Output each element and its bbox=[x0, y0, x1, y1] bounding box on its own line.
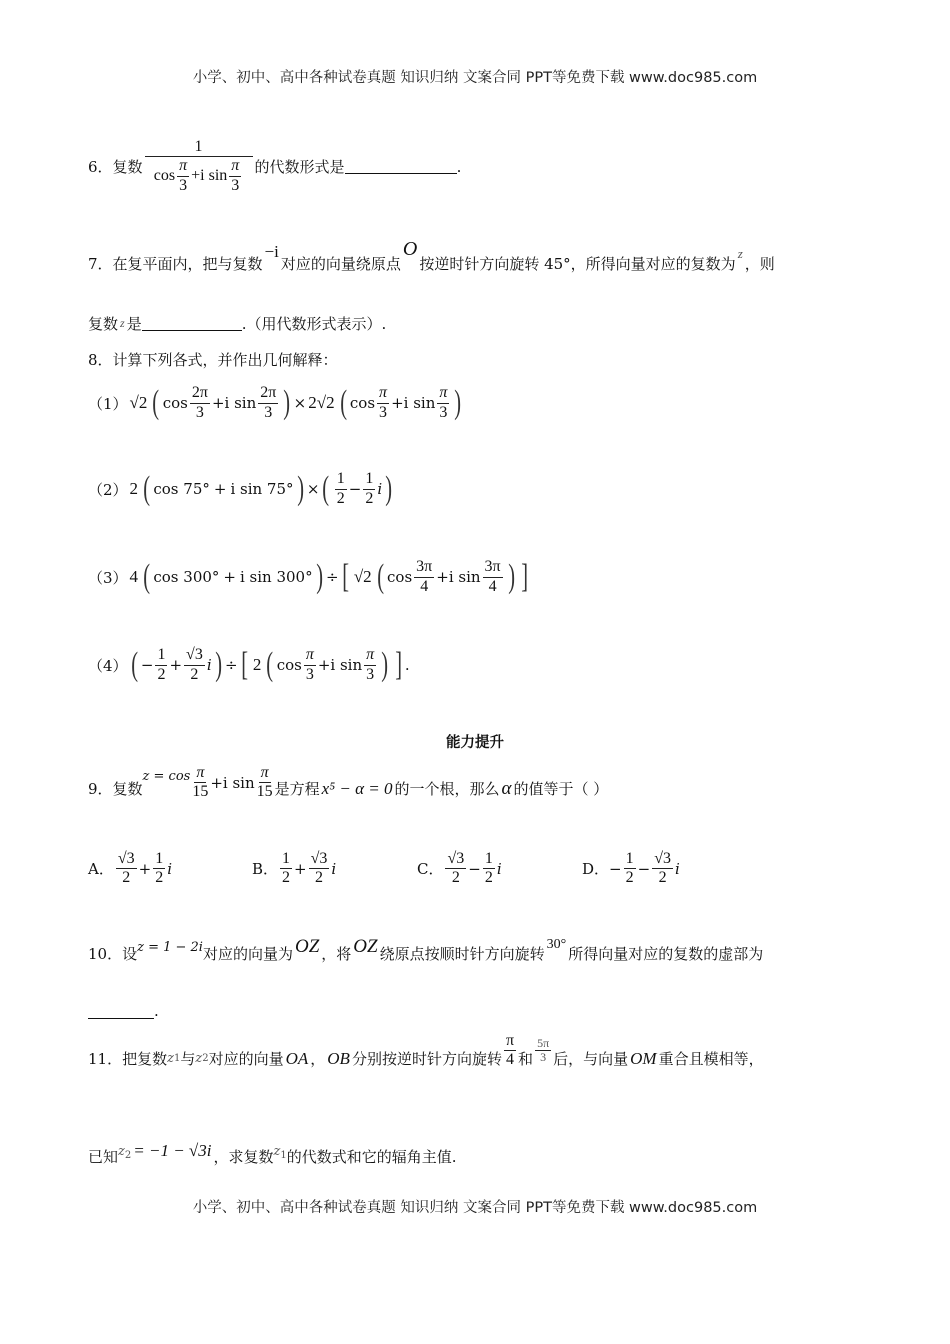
bracket-glyph: ( bbox=[143, 470, 151, 507]
question-9 bbox=[88, 764, 609, 808]
q11-z1b: z bbox=[273, 1143, 281, 1159]
q11-line2c: 的代数式和它的辐角主值. bbox=[286, 1148, 457, 1166]
question-7-line2 bbox=[88, 313, 386, 334]
bracket-glyph: ) bbox=[315, 558, 323, 595]
page-header: 小学、初中、高中各种试卷真题 知识归纳 文案合同 PPT等免费下载 www.doc985.com bbox=[192, 70, 758, 86]
p3-cos: cos bbox=[387, 568, 413, 586]
opt-den: 2 bbox=[315, 869, 323, 887]
q6-answer-blank[interactable] bbox=[345, 159, 457, 174]
q6-period: . bbox=[456, 157, 462, 176]
bracket-glyph: [ bbox=[341, 558, 349, 595]
question-11-line2 bbox=[88, 1140, 457, 1167]
q9-isin: i sin bbox=[222, 773, 255, 792]
q10-mid3: 绕原点按顺时针方向旋转 bbox=[379, 944, 545, 963]
option-label: C． bbox=[417, 860, 444, 879]
q11-sub1b: 1 bbox=[280, 1149, 287, 1161]
q9-plus: + bbox=[210, 773, 223, 792]
p1-plus2: + bbox=[391, 394, 404, 412]
fraction bbox=[280, 850, 292, 888]
p3-4: 4 bbox=[129, 567, 139, 586]
q6-3: 3 bbox=[179, 176, 188, 194]
section-heading: 能力提升 bbox=[446, 735, 504, 751]
q7-line2a: 复数 bbox=[88, 315, 119, 333]
fraction bbox=[192, 764, 208, 802]
fraction bbox=[184, 646, 205, 684]
opt-sign: − bbox=[468, 859, 481, 878]
opt-num: 1 bbox=[483, 850, 495, 869]
fraction bbox=[155, 646, 167, 684]
fraction bbox=[377, 384, 389, 422]
p4-div: ÷ bbox=[224, 656, 238, 674]
p4-2: 2 bbox=[190, 665, 199, 683]
p3-isin: i sin bbox=[448, 568, 481, 586]
fraction bbox=[483, 558, 503, 596]
p1-isin: i sin bbox=[224, 394, 257, 412]
p3-cos300: cos 300° bbox=[153, 568, 220, 586]
p1-pi: π bbox=[377, 384, 389, 403]
fraction bbox=[363, 470, 375, 508]
p4-sqrt3: √3 bbox=[184, 646, 205, 665]
q7-line2c: .（用代数形式表示）. bbox=[241, 315, 387, 333]
q10-OZ: OZ bbox=[294, 936, 320, 957]
p2-cos75: cos 75° bbox=[153, 480, 210, 498]
page-footer: 小学、初中、高中各种试卷真题 知识归纳 文案合同 PPT等免费下载 www.doc985.com bbox=[192, 1200, 758, 1216]
p1-sqrt2: √2 bbox=[129, 393, 148, 412]
p3-4d: 4 bbox=[488, 577, 497, 595]
q7-tail: ，则 bbox=[744, 255, 775, 273]
opt-sign: + bbox=[138, 859, 152, 878]
opt-sign: − bbox=[637, 859, 651, 878]
q7-answer-blank[interactable] bbox=[142, 316, 242, 331]
p1-pi: π bbox=[437, 384, 449, 403]
p1-cos2: cos bbox=[349, 394, 376, 412]
q11-tail: 重合且模相等， bbox=[658, 1050, 764, 1069]
option-label: B． bbox=[252, 860, 279, 879]
question-7 bbox=[88, 238, 775, 275]
q7-mid2: 按逆时针方向旋转 45°，所得向量对应的复数为 bbox=[419, 255, 736, 273]
bracket-glyph: ) bbox=[296, 470, 304, 507]
question-6 bbox=[88, 138, 461, 195]
bracket-glyph: ( bbox=[376, 558, 384, 595]
q9-label: 9．复数 bbox=[88, 780, 143, 799]
fraction bbox=[364, 646, 376, 684]
q11-OB: OB bbox=[327, 1048, 350, 1068]
fraction bbox=[445, 850, 466, 888]
p4-pi: π bbox=[364, 646, 376, 665]
p2-2d: 2 bbox=[336, 489, 345, 507]
opt-den: 2 bbox=[122, 869, 131, 887]
q11-comma: ， bbox=[310, 1050, 326, 1069]
opt-sign: − bbox=[609, 859, 622, 878]
p2-2d: 2 bbox=[365, 489, 374, 507]
p1-plus: + bbox=[211, 394, 225, 412]
q10-answer-blank[interactable] bbox=[88, 1004, 154, 1019]
q10-period: . bbox=[154, 1002, 159, 1020]
p2-i: i bbox=[377, 480, 383, 498]
p4-isin: i sin bbox=[330, 656, 363, 674]
q11-5pi: 5π bbox=[537, 1035, 550, 1050]
q11-z1: z bbox=[167, 1051, 174, 1067]
opt-i: i bbox=[674, 859, 680, 878]
q7-origin: O bbox=[402, 238, 418, 260]
q9-option-b[interactable] bbox=[252, 850, 336, 888]
fraction bbox=[304, 646, 316, 684]
p1-3: 3 bbox=[379, 403, 388, 421]
q8-part-1 bbox=[88, 384, 465, 422]
opt-num: √3 bbox=[652, 850, 673, 869]
opt-num: 1 bbox=[624, 850, 636, 869]
fraction bbox=[190, 384, 210, 422]
bracket-glyph: ) bbox=[385, 470, 393, 507]
bracket-glyph: [ bbox=[240, 646, 248, 683]
option-label: D． bbox=[582, 860, 610, 879]
p3-3pi: 3π bbox=[483, 558, 503, 577]
q11-mid2: 分别按逆时针方向旋转 bbox=[351, 1050, 502, 1069]
p3-div: ÷ bbox=[325, 568, 339, 586]
q11-OM: OM bbox=[630, 1048, 657, 1068]
q9-option-d[interactable] bbox=[582, 850, 680, 888]
p2-minus: − bbox=[348, 480, 362, 498]
fraction bbox=[504, 1032, 516, 1070]
q6-label: 6．复数 bbox=[88, 158, 143, 177]
p1-cos: cos bbox=[162, 394, 188, 412]
q11-line2b: ，求复数 bbox=[213, 1148, 274, 1166]
opt-i: i bbox=[167, 859, 173, 878]
q10-tail: 所得向量对应的复数的虚部为 bbox=[568, 944, 764, 963]
fraction bbox=[257, 764, 273, 802]
p1-2pi: 2π bbox=[258, 384, 278, 403]
q11-and2: 和 bbox=[518, 1050, 534, 1069]
fraction bbox=[414, 558, 434, 596]
q11-4: 4 bbox=[506, 1051, 514, 1069]
q11-pi: π bbox=[504, 1032, 516, 1051]
q9-zeq: z = cos bbox=[142, 769, 191, 785]
q11-z2b: z bbox=[118, 1143, 125, 1159]
fraction bbox=[483, 850, 495, 888]
p4-2c: 2 bbox=[252, 655, 262, 674]
bracket-glyph: ( bbox=[339, 384, 347, 421]
q6-3: 3 bbox=[231, 176, 240, 194]
p1-3: 3 bbox=[439, 403, 448, 421]
bracket-glyph: ( bbox=[130, 646, 138, 683]
p3-plus2: + bbox=[436, 568, 449, 586]
fraction bbox=[335, 470, 347, 508]
bracket-glyph: ] bbox=[521, 558, 529, 595]
bracket-glyph: ) bbox=[214, 646, 222, 683]
q11-and: 与 bbox=[180, 1050, 196, 1069]
q10-OZ2: OZ bbox=[353, 936, 378, 957]
q7-neg-i: −i bbox=[264, 241, 279, 261]
bracket-glyph: ) bbox=[283, 384, 291, 421]
fraction bbox=[153, 850, 165, 888]
q9-pi: π bbox=[259, 764, 271, 783]
question-8: 8．计算下列各式，并作出几何解释： bbox=[88, 351, 338, 369]
q11-equation: = −1 − √3i bbox=[133, 1140, 212, 1160]
q11-mid: 对应的向量 bbox=[208, 1050, 284, 1069]
bracket-glyph: ) bbox=[454, 384, 462, 421]
q7-label: 7．在复平面内，把与复数 bbox=[88, 255, 263, 273]
q9-option-c[interactable] bbox=[417, 850, 502, 888]
q11-3: 3 bbox=[540, 1050, 547, 1065]
opt-i: i bbox=[331, 859, 337, 878]
opt-den: 2 bbox=[625, 869, 634, 887]
q6-tail: 的代数形式是 bbox=[254, 158, 345, 177]
p1-isin2: i sin bbox=[403, 394, 436, 412]
q6-denominator bbox=[154, 157, 244, 195]
opt-num: √3 bbox=[309, 850, 330, 869]
p4-period: . bbox=[404, 656, 410, 674]
q10-line2 bbox=[88, 1002, 159, 1020]
q6-plus: + bbox=[191, 167, 201, 185]
q9-tail: 的值等于（ ） bbox=[513, 780, 609, 799]
p3-plus: + bbox=[223, 568, 236, 586]
fraction bbox=[624, 850, 636, 888]
bracket-glyph: ) bbox=[507, 558, 515, 595]
q6-cos: cos bbox=[153, 167, 176, 185]
q9-equation: x⁵ − α = 0 bbox=[321, 778, 393, 798]
opt-num: 1 bbox=[280, 850, 292, 869]
q8-part-2 bbox=[88, 470, 395, 508]
opt-den: 2 bbox=[451, 869, 460, 887]
q11-OA: OA bbox=[285, 1048, 309, 1068]
opt-num: √3 bbox=[445, 850, 466, 869]
q6-pi: π bbox=[177, 157, 189, 176]
bracket-glyph: ] bbox=[394, 646, 402, 683]
p1-label: （1） bbox=[88, 394, 128, 413]
q11-sub2: 2 bbox=[202, 1053, 209, 1065]
p4-3: 3 bbox=[305, 665, 314, 683]
q6-fraction bbox=[145, 138, 253, 195]
option-label: A． bbox=[88, 860, 114, 879]
q11-line2a: 已知 bbox=[88, 1148, 119, 1166]
q11-z2: z bbox=[195, 1051, 203, 1067]
question-10 bbox=[88, 936, 764, 964]
q10-z: z = 1 − 2i bbox=[137, 939, 203, 955]
p4-plus2: + bbox=[317, 656, 331, 674]
q10-mid: 对应的向量为 bbox=[202, 944, 293, 963]
p2-isin75: i sin 75° bbox=[230, 480, 294, 498]
p4-1: 1 bbox=[155, 646, 167, 665]
q10-30deg: 30° bbox=[546, 937, 567, 952]
fraction bbox=[535, 1037, 551, 1066]
p2-1: 1 bbox=[363, 470, 375, 489]
p4-label: （4） bbox=[88, 656, 128, 675]
fraction bbox=[652, 850, 673, 888]
p1-times: × bbox=[293, 394, 307, 412]
q11-mid3: 后，与向量 bbox=[553, 1050, 629, 1069]
p3-3pi: 3π bbox=[414, 558, 434, 577]
p4-cos: cos bbox=[276, 656, 302, 674]
q7-z: z bbox=[737, 245, 743, 261]
q9-15: 15 bbox=[256, 783, 273, 801]
p4-minus: − bbox=[140, 656, 154, 674]
p2-label: （2） bbox=[88, 480, 128, 499]
p2-1: 1 bbox=[335, 470, 347, 489]
q10-mid2: ，将 bbox=[321, 944, 352, 963]
opt-den: 2 bbox=[658, 869, 667, 887]
opt-den: 2 bbox=[282, 869, 291, 887]
p2-plus: + bbox=[213, 480, 227, 498]
p1-3: 3 bbox=[195, 403, 204, 421]
p4-pi: π bbox=[304, 646, 316, 665]
q9-option-a[interactable] bbox=[88, 850, 172, 888]
fraction bbox=[229, 157, 241, 195]
q9-pi: π bbox=[194, 764, 206, 783]
opt-num: √3 bbox=[116, 850, 137, 869]
bracket-glyph: ( bbox=[322, 470, 330, 507]
q7-line2b: 是 bbox=[126, 315, 142, 333]
p2-times: × bbox=[306, 480, 320, 498]
p1-2pi: 2π bbox=[190, 384, 210, 403]
p3-sqrt2: √2 bbox=[353, 567, 372, 586]
opt-num: 1 bbox=[153, 850, 165, 869]
q9-15: 15 bbox=[192, 783, 209, 801]
bracket-glyph: ( bbox=[152, 384, 160, 421]
q7-mid: 对应的向量绕原点 bbox=[280, 255, 401, 273]
q9-mid2: 的一个根，那么 bbox=[394, 780, 500, 799]
p2-2: 2 bbox=[129, 479, 139, 498]
bracket-glyph: ) bbox=[381, 646, 389, 683]
q8-part-4 bbox=[88, 646, 410, 684]
opt-sign: + bbox=[294, 859, 307, 878]
opt-i: i bbox=[496, 859, 502, 878]
fraction bbox=[309, 850, 330, 888]
q7-z2: z bbox=[120, 316, 125, 330]
p3-4d: 4 bbox=[420, 577, 429, 595]
bracket-glyph: ( bbox=[266, 646, 274, 683]
opt-den: 2 bbox=[155, 869, 164, 887]
p1-3: 3 bbox=[264, 403, 273, 421]
p4-3: 3 bbox=[366, 665, 375, 683]
q11-sub1: 1 bbox=[173, 1053, 181, 1065]
q6-numerator: 1 bbox=[145, 138, 253, 157]
p1-2sqrt2: 2√2 bbox=[308, 393, 335, 412]
p3-label: （3） bbox=[88, 568, 128, 587]
q10-label: 10．设 bbox=[88, 944, 138, 963]
q9-alpha: α bbox=[501, 777, 512, 799]
q6-pi: π bbox=[229, 157, 241, 176]
fraction bbox=[437, 384, 449, 422]
q6-isin: i sin bbox=[200, 167, 228, 185]
p4-plus: + bbox=[169, 656, 183, 674]
bracket-glyph: ( bbox=[143, 558, 151, 595]
fraction bbox=[177, 157, 189, 195]
opt-den: 2 bbox=[484, 869, 493, 887]
p3-isin300: i sin 300° bbox=[239, 568, 313, 586]
q11-sub2b: 2 bbox=[124, 1149, 132, 1161]
fraction bbox=[258, 384, 278, 422]
q9-mid: 是方程 bbox=[274, 780, 320, 799]
p4-i: i bbox=[206, 656, 212, 674]
question-11 bbox=[88, 1032, 764, 1078]
q8-part-3 bbox=[88, 558, 531, 596]
q11-label: 11．把复数 bbox=[88, 1050, 168, 1069]
fraction bbox=[116, 850, 137, 888]
p4-2: 2 bbox=[157, 665, 166, 683]
